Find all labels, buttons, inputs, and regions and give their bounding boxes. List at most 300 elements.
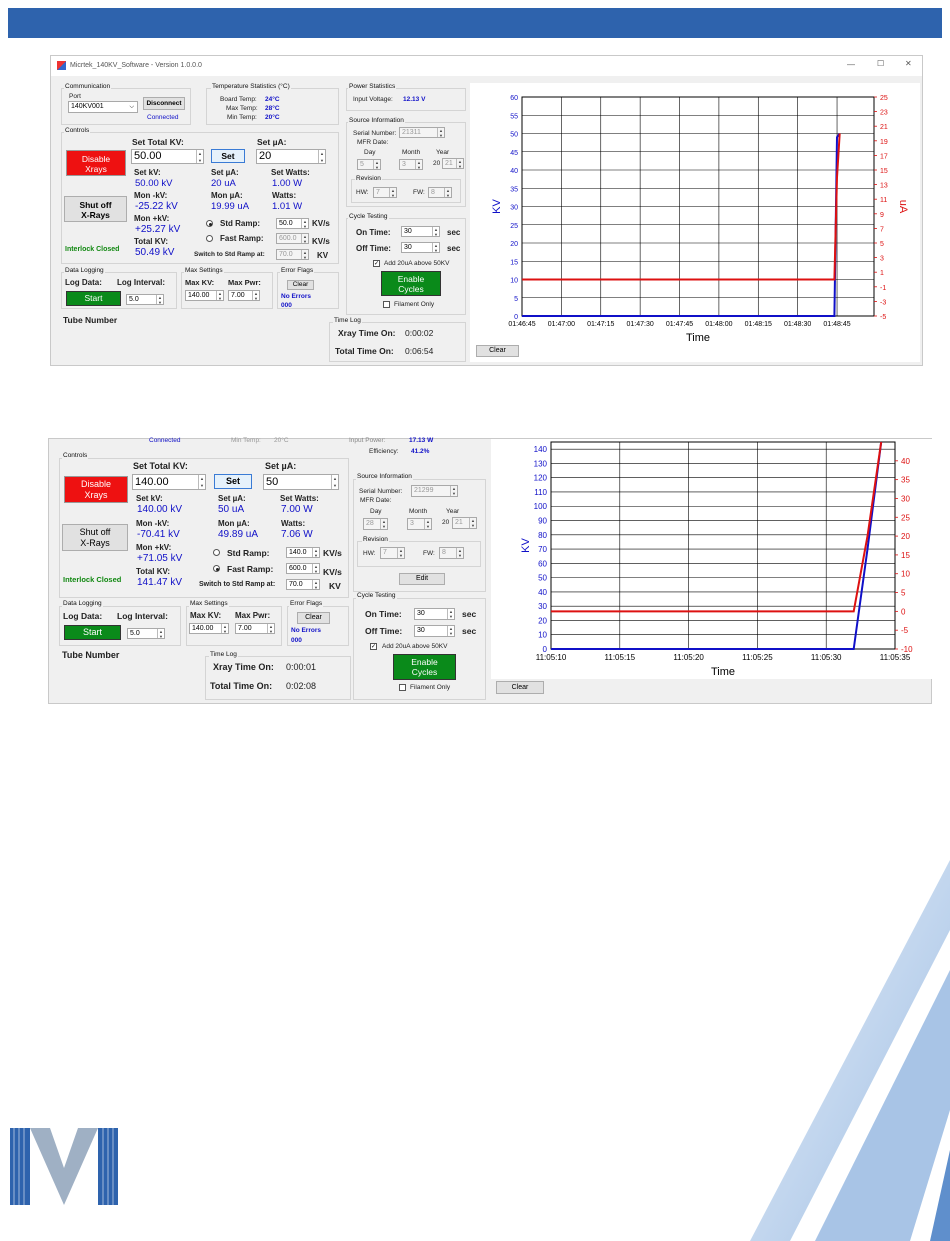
y2-tick-label: 9 [880, 211, 884, 219]
month-field[interactable] [407, 518, 432, 530]
on-time-unit: sec [462, 609, 477, 619]
set-kv-value: 50.00 kV [135, 178, 173, 189]
x-tick-label: 11:05:25 [742, 653, 773, 662]
fast-ramp-unit: KV/s [312, 237, 330, 246]
filament-only-checkbox[interactable] [399, 684, 406, 691]
off-time-label: Off Time: [356, 244, 391, 253]
mon-pos-kv-value: +71.05 kV [137, 553, 183, 564]
off-time-value: 30 [404, 244, 412, 251]
set-ua-label: Set µA: [265, 461, 297, 471]
efficiency-value: 41.2% [411, 448, 430, 455]
day-field[interactable] [357, 159, 381, 170]
max-pwr-value: 7.00 [231, 292, 245, 299]
off-time-unit: sec [462, 626, 477, 636]
y2-tick-label: 20 [901, 532, 910, 542]
y-tick-label: 10 [538, 630, 547, 640]
fw-field[interactable] [428, 187, 452, 198]
min-temp-label: Min Temp: [227, 114, 257, 121]
max-kv-label: Max KV: [190, 611, 222, 620]
switch-ramp-value: 70.0 [289, 581, 303, 588]
y-tick-label: 0 [514, 314, 518, 321]
add-20ua-checkbox[interactable]: ✓ [371, 644, 377, 650]
y2-tick-label: 25 [901, 513, 910, 523]
board-temp-value: 24°C [265, 96, 280, 103]
set-ua-input[interactable] [263, 474, 339, 490]
start-label: Start [82, 627, 102, 637]
mon-pos-kv-label: Mon +kV: [134, 214, 170, 223]
set-ua-input[interactable] [256, 149, 326, 164]
log-interval-label: Log Interval: [117, 278, 166, 287]
y-tick-label: 90 [538, 516, 547, 526]
decorative-corner-stripes [600, 860, 950, 1241]
y-tick-label: 110 [534, 487, 547, 497]
start-label: Start [84, 293, 103, 303]
communication-title: Communication [65, 83, 111, 90]
edit-source-button[interactable] [399, 573, 445, 585]
set-ua-label: Set µA: [257, 137, 287, 147]
fw-field[interactable] [439, 547, 464, 559]
set-button-label: Set [221, 151, 235, 161]
y-tick-label: 60 [538, 559, 547, 569]
port-value: 140KV001 [71, 103, 104, 110]
app-window-2 [48, 438, 932, 704]
year-field[interactable] [452, 517, 477, 529]
time-log-title: Time Log [210, 651, 237, 658]
spinner-icon: ▲ ▼ [196, 150, 203, 163]
tube-number-label: Tube Number [63, 315, 118, 325]
total-time-value: 0:02:08 [286, 681, 317, 691]
y2-tick-label: 11 [880, 197, 888, 205]
y-tick-label: 80 [538, 530, 547, 540]
y-tick-label: 45 [510, 149, 518, 157]
spinner-icon: ▲ ▼ [301, 250, 308, 259]
max-pwr-value: 7.00 [238, 625, 252, 632]
on-time-value: 30 [404, 228, 412, 235]
month-value: 3 [402, 161, 406, 168]
std-ramp-label: Std Ramp: [227, 548, 270, 558]
minimize-button[interactable]: — [847, 60, 855, 69]
spinner-icon: ▲ ▼ [301, 219, 308, 228]
connection-status: Connected [147, 114, 179, 121]
y2-tick-label: 15 [880, 168, 888, 175]
y-tick-label: 30 [510, 204, 518, 212]
year-label: Year [436, 149, 450, 156]
x-tick-label: 11:05:15 [604, 653, 636, 662]
y2-tick-label: 3 [880, 255, 884, 263]
close-button[interactable]: ✕ [905, 59, 912, 68]
on-time-label: On Time: [365, 609, 402, 619]
x-tick-label: 11:05:20 [673, 653, 704, 662]
mon-ua-value: 49.89 uA [218, 529, 259, 540]
spinner-icon: ▲ ▼ [312, 580, 319, 589]
day-value: 28 [366, 520, 374, 527]
spinner-icon: ▲ ▼ [252, 291, 259, 300]
off-time-value: 30 [417, 627, 425, 634]
log-interval-value: 5.0 [130, 630, 140, 637]
total-time-label: Total Time On: [335, 346, 394, 356]
fast-ramp-input[interactable] [276, 233, 309, 244]
max-temp-value: 28°C [265, 105, 280, 112]
set-button[interactable] [214, 474, 252, 489]
spinner-icon: ▲ ▼ [456, 548, 463, 558]
max-kv-input[interactable] [185, 290, 224, 301]
error-flags-title: Error Flags [281, 267, 314, 274]
disable-xrays-button[interactable] [66, 150, 126, 176]
fast-ramp-value: 600.0 [289, 565, 307, 572]
set-watts-value: 7.00 W [281, 504, 313, 515]
std-ramp-label: Std Ramp: [220, 219, 260, 228]
watts-label: Watts: [281, 519, 306, 528]
set-total-kv-label: Set Total KV: [133, 461, 188, 471]
maximize-button[interactable]: ☐ [877, 59, 885, 68]
error-clear-label: Clear [292, 281, 309, 288]
revision-title: Revision [356, 175, 381, 182]
std-ramp-unit: KV/s [312, 219, 330, 228]
set-ua-readout: 50 uA [218, 504, 245, 515]
max-pwr-input[interactable] [228, 290, 260, 301]
y2-tick-label: 23 [880, 109, 888, 117]
set-kv-label: Set kV: [136, 494, 163, 503]
y2-tick-label: 5 [901, 588, 906, 598]
hw-label: HW: [363, 550, 376, 557]
enable-cycles-label: Enable Cycles [411, 657, 438, 677]
total-kv-value: 50.49 kV [135, 247, 175, 258]
switch-ramp-label: Switch to Std Ramp at: [194, 251, 265, 258]
start-logging-button[interactable] [64, 625, 121, 640]
input-voltage-label: Input Voltage: [353, 96, 393, 103]
kv-ua-chart [491, 439, 933, 679]
y2-tick-label: -5 [880, 314, 887, 321]
kv-ua-chart-svg [491, 439, 933, 679]
switch-ramp-input[interactable] [286, 579, 320, 590]
on-time-value: 30 [417, 610, 425, 617]
app-window-1 [50, 55, 923, 366]
switch-ramp-value: 70.0 [279, 251, 293, 258]
enable-cycles-label: Enable Cycles [397, 274, 425, 294]
data-logging-title: Data Logging [63, 600, 102, 607]
input-power-value: 17.13 W [409, 437, 434, 444]
set-total-kv-value: 140.00 [135, 476, 169, 488]
shut-off-xrays-button[interactable] [64, 196, 127, 222]
page-header-bar [8, 8, 942, 38]
mon-ua-value: 19.99 uA [211, 201, 250, 212]
error-clear-button[interactable] [297, 612, 330, 624]
spinner-icon: ▲ ▼ [456, 159, 463, 168]
hw-field[interactable] [373, 187, 397, 198]
error-clear-label: Clear [305, 614, 322, 621]
switch-ramp-unit: KV [317, 251, 329, 260]
disconnect-button[interactable] [143, 97, 185, 110]
fast-ramp-input[interactable] [286, 563, 320, 574]
day-value: 5 [360, 161, 364, 168]
watts-value: 1.01 W [272, 201, 303, 212]
spinner-icon: ▲ ▼ [437, 128, 444, 137]
y2-tick-label: 1 [880, 270, 884, 278]
y2-tick-label: 25 [880, 95, 888, 102]
total-time-label: Total Time On: [210, 681, 273, 691]
std-ramp-input[interactable] [286, 547, 320, 558]
x-tick-label: 01:46:45 [508, 321, 536, 328]
chart-clear-button[interactable] [496, 681, 544, 694]
set-kv-label: Set kV: [134, 168, 161, 177]
power-title: Power Statistics [349, 83, 396, 90]
error-clear-button[interactable] [287, 280, 314, 290]
total-kv-label: Total KV: [134, 237, 169, 246]
spinner-icon: ▲ ▼ [157, 629, 164, 638]
xray-time-label: Xray Time On: [338, 328, 396, 338]
spinner-icon: ▲ ▼ [318, 150, 325, 163]
fast-ramp-value: 600.0 [279, 235, 297, 242]
mon-neg-kv-label: Mon -kV: [136, 519, 170, 528]
error-code: 000 [281, 302, 292, 309]
switch-ramp-input[interactable] [276, 249, 309, 260]
y2-tick-label: 15 [901, 550, 910, 560]
efficiency-label: Efficiency: [369, 448, 399, 455]
plot-area [551, 442, 895, 649]
y2-tick-label: -10 [901, 645, 913, 654]
std-ramp-input[interactable] [276, 218, 309, 229]
off-time-unit: sec [447, 244, 461, 253]
set-button[interactable] [211, 149, 245, 163]
spinner-icon: ▲ ▼ [397, 548, 404, 558]
revision-title: Revision [363, 536, 388, 543]
filament-only-label: Filament Only [410, 684, 451, 691]
day-field[interactable] [363, 518, 388, 530]
spinner-icon: ▲ ▼ [221, 624, 228, 633]
set-total-kv-input[interactable] [131, 149, 204, 164]
port-select[interactable] [68, 101, 138, 113]
y2-tick-label: 5 [880, 241, 884, 248]
shut-off-label: Shut off X-Rays [79, 200, 112, 220]
x-tick-label: 01:48:00 [705, 321, 733, 328]
filament-only-checkbox[interactable] [383, 301, 390, 308]
y2-tick-label: 40 [901, 456, 910, 466]
y-tick-label: 20 [538, 616, 547, 626]
start-logging-button[interactable] [66, 291, 121, 306]
spinner-icon: ▲ ▼ [156, 295, 163, 304]
error-status: No Errors [281, 293, 311, 300]
y-tick-label: 50 [538, 573, 547, 583]
max-kv-label: Max KV: [185, 278, 215, 287]
y2-axis-label: uA [897, 199, 909, 214]
std-ramp-value: 140.0 [289, 549, 307, 556]
std-ramp-unit: KV/s [323, 548, 342, 558]
y2-tick-label: -1 [880, 284, 887, 292]
set-button-label: Set [225, 476, 240, 486]
temperature-title: Temperature Statistics (°C) [212, 83, 290, 90]
y2-tick-label: 17 [880, 153, 888, 161]
log-interval-input[interactable] [127, 628, 165, 639]
error-flags-title: Error Flags [290, 600, 323, 607]
data-logging-title: Data Logging [65, 267, 104, 274]
controls-title: Controls [63, 452, 88, 459]
x-tick-label: 11:05:35 [879, 653, 911, 662]
on-time-label: On Time: [356, 228, 391, 237]
year-prefix: 20 [442, 519, 450, 526]
y-tick-label: 40 [538, 587, 547, 597]
y-axis-label: KV [520, 538, 532, 553]
set-watts-label: Set Watts: [280, 494, 319, 503]
input-voltage-value: 12.13 V [403, 96, 426, 103]
year-value: 21 [445, 160, 453, 167]
month-field[interactable] [399, 159, 423, 170]
y2-tick-label: 10 [901, 569, 910, 579]
month-value: 3 [410, 520, 414, 527]
chevron-down-icon: ⌵ [129, 104, 134, 110]
y-tick-label: 50 [510, 131, 518, 139]
spinner-icon: ▲ ▼ [424, 519, 431, 529]
fast-ramp-label: Fast Ramp: [220, 234, 264, 243]
off-time-label: Off Time: [365, 626, 403, 636]
fw-label: FW: [423, 550, 435, 557]
mon-pos-kv-value: +25.27 kV [135, 224, 181, 235]
set-ua-readout-label: Set µA: [211, 168, 239, 177]
chart-clear-label: Clear [511, 684, 529, 691]
std-ramp-radio[interactable] [213, 549, 220, 556]
spinner-icon: ▲ ▼ [444, 188, 451, 197]
fast-ramp-radio[interactable] [213, 565, 220, 572]
x-tick-label: 11:05:10 [535, 653, 567, 662]
source-info-title: Source Information [357, 473, 412, 480]
on-time-input[interactable] [401, 226, 440, 237]
set-ua-readout-label: Set µA: [218, 494, 246, 503]
xray-time-value: 0:00:02 [405, 328, 434, 338]
y-tick-label: 140 [533, 445, 547, 455]
y-tick-label: 0 [542, 645, 547, 654]
enable-cycles-button[interactable] [381, 271, 441, 296]
add-20ua-label: Add 20uA above 50KV [384, 260, 450, 267]
mon-neg-kv-label: Mon -kV: [134, 191, 168, 200]
day-label: Day [364, 149, 376, 156]
min-temp-label: Min Temp: [231, 437, 261, 444]
error-status: No Errors [291, 627, 321, 634]
logo-mark [10, 1128, 118, 1205]
set-total-kv-input[interactable] [132, 474, 206, 490]
std-ramp-radio[interactable] [206, 220, 213, 227]
add-20ua-checkbox[interactable]: ✓ [374, 261, 380, 267]
log-data-label: Log Data: [63, 611, 103, 621]
kv-ua-chart [470, 83, 920, 362]
log-interval-input[interactable] [126, 294, 164, 305]
cycle-testing-title: Cycle Testing [357, 592, 396, 599]
y-tick-label: 30 [538, 602, 547, 612]
max-kv-value: 140.00 [188, 292, 210, 299]
chart-clear-label: Clear [489, 347, 506, 354]
xray-time-value: 0:00:01 [286, 662, 317, 672]
interlock-status: Interlock Closed [63, 575, 122, 584]
y-tick-label: 25 [510, 222, 518, 230]
switch-ramp-label: Switch to Std Ramp at: [199, 581, 276, 588]
y-tick-label: 35 [510, 186, 518, 194]
spinner-icon: ▲ ▼ [267, 624, 274, 633]
mon-pos-kv-label: Mon +kV: [136, 543, 172, 552]
set-total-kv-value: 50.00 [134, 150, 162, 162]
max-temp-label: Max Temp: [226, 105, 258, 112]
disable-xrays-button[interactable] [64, 476, 128, 503]
board-temp-label: Board Temp: [220, 96, 257, 103]
y-tick-label: 20 [510, 241, 518, 248]
y-tick-label: 15 [510, 259, 518, 267]
set-kv-value: 140.00 kV [137, 504, 183, 515]
set-ua-value: 50 [266, 476, 279, 488]
x-tick-label: 01:47:45 [665, 321, 694, 328]
spinner-icon: ▲ ▼ [216, 291, 223, 300]
hw-value: 7 [376, 189, 380, 196]
source-info-title: Source Information [349, 117, 404, 124]
enable-cycles-button[interactable] [393, 654, 456, 680]
year-prefix: 20 [433, 160, 441, 167]
mfr-date-label: MFR Date: [360, 497, 392, 504]
min-temp-value: 20°C [274, 437, 289, 444]
x-tick-label: 01:48:15 [744, 321, 772, 328]
kv-ua-chart-svg [470, 83, 920, 362]
chart-clear-button[interactable] [476, 345, 519, 357]
y2-tick-label: 30 [901, 494, 910, 504]
max-settings-title: Max Settings [185, 267, 223, 274]
serial-label: Serial Number: [353, 130, 397, 137]
total-kv-label: Total KV: [136, 567, 171, 576]
max-pwr-label: Max Pwr: [228, 278, 261, 287]
y2-tick-label: 21 [880, 124, 888, 132]
on-time-unit: sec [447, 228, 461, 237]
off-time-input[interactable] [401, 242, 440, 253]
log-interval-value: 5.0 [129, 296, 139, 303]
time-log-title: Time Log [334, 317, 361, 324]
disable-xrays-label: Disable Xrays [80, 479, 111, 500]
spinner-icon: ▲ ▼ [447, 609, 454, 619]
shut-off-xrays-button[interactable] [62, 524, 128, 551]
max-kv-input[interactable] [189, 623, 229, 634]
x-tick-label: 01:47:00 [547, 321, 576, 328]
hw-label: HW: [356, 189, 369, 196]
x-tick-label: 01:47:15 [587, 321, 615, 328]
interlock-status: Interlock Closed [65, 246, 120, 253]
hw-field[interactable] [380, 547, 405, 559]
year-value: 21 [455, 519, 463, 526]
spinner-icon: ▲ ▼ [198, 475, 205, 489]
error-code: 000 [291, 637, 302, 644]
company-logo [10, 1128, 118, 1205]
title-bar [51, 56, 922, 76]
window-title: Micrtek_140KV_Software - Version 1.0.0.0 [70, 62, 202, 69]
switch-ramp-unit: KV [329, 581, 341, 591]
set-total-kv-label: Set Total KV: [132, 137, 184, 147]
max-pwr-label: Max Pwr: [235, 611, 271, 620]
serial-field[interactable] [399, 127, 445, 138]
fw-label: FW: [413, 189, 425, 196]
fast-ramp-radio[interactable] [206, 235, 213, 242]
year-field[interactable] [442, 158, 464, 169]
controls-title: Controls [65, 127, 90, 134]
total-kv-value: 141.47 kV [137, 577, 183, 588]
on-time-input[interactable] [414, 608, 455, 620]
mon-ua-label: Mon µA: [211, 191, 243, 200]
log-data-label: Log Data: [65, 278, 102, 287]
y2-tick-label: 19 [880, 138, 888, 146]
spinner-icon: ▲ ▼ [373, 160, 380, 169]
spinner-icon: ▲ ▼ [447, 626, 454, 636]
set-watts-value: 1.00 W [272, 178, 303, 189]
mon-ua-label: Mon µA: [218, 519, 250, 528]
spinner-icon: ▲ ▼ [380, 519, 387, 529]
y-tick-label: 130 [533, 459, 547, 469]
y2-tick-label: 35 [901, 475, 910, 485]
max-pwr-input[interactable] [235, 623, 275, 634]
off-time-input[interactable] [414, 625, 455, 637]
serial-field[interactable] [411, 485, 458, 497]
x-tick-label: 01:48:30 [784, 321, 812, 328]
serial-value: 21311 [402, 129, 421, 136]
